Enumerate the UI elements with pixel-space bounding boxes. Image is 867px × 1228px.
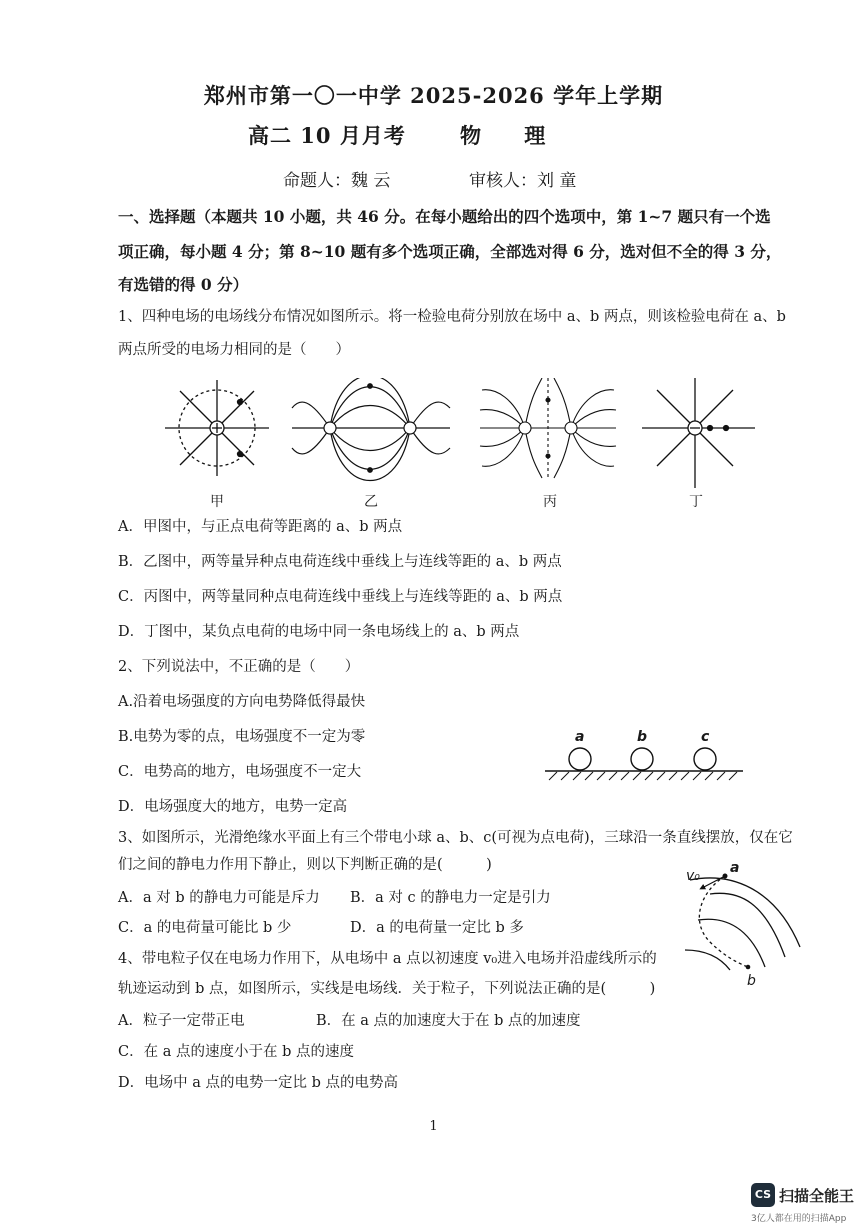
q4-option-b: B．在 a 点的加速度大于在 b 点的加速度: [316, 1013, 581, 1029]
q1-option-c: C．丙图中，两等量同种点电荷连线中垂线上与连线等距的 a、b 两点: [118, 589, 563, 605]
ball-label-b: b: [637, 729, 648, 745]
scanner-tagline: 3亿人都在用的扫描App: [751, 1214, 847, 1224]
q3-option-c: C．a 的电荷量可能比 b 少: [118, 920, 292, 936]
fig-label-v0: v₀: [686, 868, 700, 884]
q2-option-d: D．电场强度大的地方，电势一定高: [118, 799, 348, 815]
section-intro-line: 一、选择题（本题共 10 小题，共 46 分。在每小题给出的四个选项中，第 1~7 题只有一个选: [118, 207, 771, 226]
q2-stem: 2、下列说法中，不正确的是（ ）: [118, 659, 360, 675]
q1-stem: 两点所受的电场力相同的是（ ）: [118, 342, 350, 358]
q1-option-b: B．乙图中，两等量异种点电荷连线中垂线上与连线等距的 a、b 两点: [118, 554, 562, 570]
figure-bing: [480, 378, 616, 478]
section-intro-line: 有选错的得 0 分）: [118, 275, 249, 294]
scanner-app-name: 扫描全能王: [779, 1187, 855, 1205]
q3-stem: 3、如图所示，光滑绝缘水平面上有三个带电小球 a、b、c(可视为点电荷)，三球沿一条直线摆放，仅在它: [118, 830, 793, 846]
ball-label-c: c: [701, 729, 710, 745]
figure-jia: [165, 380, 269, 476]
fig-label-yi: 乙: [364, 494, 378, 510]
section-intro-line: 项正确，每小题 4 分；第 8~10 题有多个选项正确，全部选对得 6 分，选对但不全的得 3 分，: [118, 242, 782, 261]
fig-label-b: b: [747, 973, 756, 989]
exam-name: 高二 10 月月考: [248, 123, 406, 148]
author-name: 命题人：魏 云: [283, 171, 391, 191]
authors-line: [283, 166, 577, 191]
exam-title: 郑州市第一〇一中学 2025-2026 学年上学期: [203, 83, 664, 108]
q3-option-b: B．a 对 c 的静电力一定是引力: [350, 890, 551, 906]
reviewer-name: 审核人：刘 童: [469, 171, 577, 191]
q1-field-line-figures: [160, 378, 780, 513]
q2-option-c: C．电势高的地方，电场强度不一定大: [118, 764, 362, 780]
ball-label-a: a: [575, 729, 585, 745]
q2-option-b: B.电势为零的点，电场强度不一定为零: [118, 729, 366, 745]
q1-option-d: D．丁图中，某负点电荷的电场中同一条电场线上的 a、b 两点: [118, 624, 520, 640]
q4-option-d: D．电场中 a 点的电势一定比 b 点的电势高: [118, 1075, 398, 1091]
three-balls-figure: [545, 745, 745, 785]
fig-label-ding: 丁: [689, 494, 703, 510]
q1-stem: 1、四种电场的电场线分布情况如图所示。将一检验电荷分别放在场中 a、b 两点，则该检验电荷在 a、b: [118, 309, 786, 325]
exam-subtitle: [248, 120, 564, 150]
q3-stem: 们之间的静电力作用下静止，则以下判断正确的是( ): [118, 857, 492, 873]
q4-stem: 轨迹运动到 b 点，如图所示，实线是电场线．关于粒子，下列说法正确的是( ): [118, 981, 656, 997]
page-number: 1: [429, 1119, 438, 1134]
fig-label-a: a: [730, 860, 740, 876]
scanner-logo-icon: CS: [751, 1183, 775, 1207]
q4-stem: 4、带电粒子仅在电场力作用下，从电场中 a 点以初速度 v₀进入电场并沿虚线所示的: [118, 951, 657, 967]
figure-yi: [292, 378, 450, 481]
q1-option-a: A．甲图中，与正点电荷等距离的 a、b 两点: [118, 519, 403, 535]
q2-option-a: A.沿着电场强度的方向电势降低得最快: [118, 694, 366, 710]
q4-option-c: C．在 a 点的速度小于在 b 点的速度: [118, 1044, 354, 1060]
q3-option-a: A．a 对 b 的静电力可能是斥力: [118, 890, 320, 906]
q3-option-d: D．a 的电荷量一定比 b 多: [350, 920, 524, 936]
fig-label-jia: 甲: [210, 494, 224, 510]
scanner-watermark: [751, 1183, 863, 1223]
fig-label-bing: 丙: [543, 494, 557, 510]
figure-ding: [642, 378, 755, 488]
q4-option-a: A．粒子一定带正电: [118, 1013, 245, 1029]
subject-name: 物 理: [460, 123, 564, 148]
